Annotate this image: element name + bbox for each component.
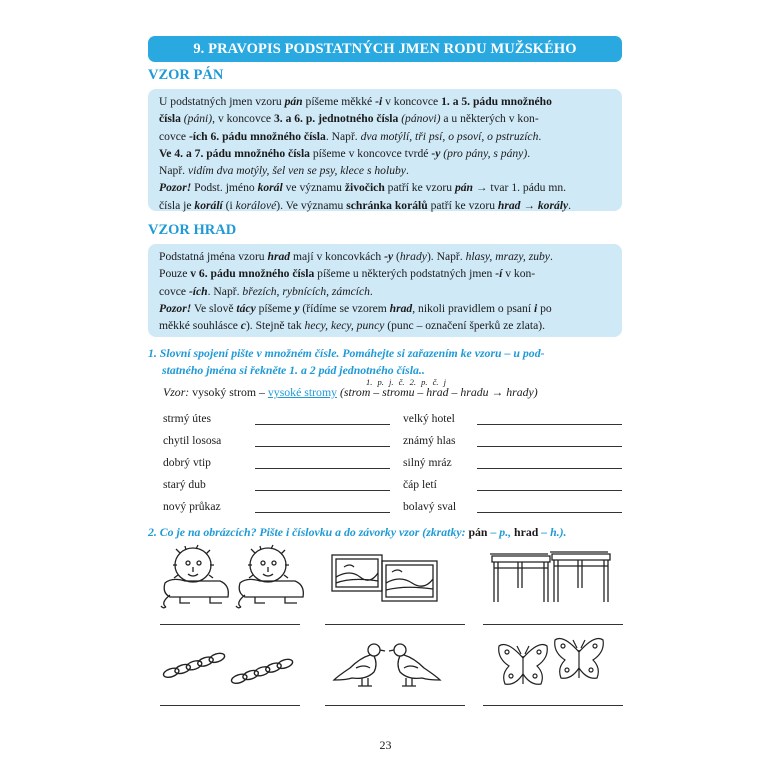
example-answer: vysoké stromy — [267, 385, 338, 399]
phrase-left-4: starý dub — [163, 478, 206, 491]
picture-answer-line-3[interactable] — [483, 624, 623, 625]
rule-line: Pozor! Podst. jméno korál ve významu živočich patří ke vzoru pán → tvar 1. pádu mn. — [159, 181, 567, 195]
two-chains-icon — [160, 640, 305, 690]
two-lions-icon — [160, 545, 305, 610]
section-heading-pan: VZOR PÁN — [148, 67, 224, 83]
two-tables-icon — [488, 548, 613, 604]
two-pigeons-icon — [330, 638, 445, 693]
phrase-right-5: bolavý sval — [403, 500, 457, 513]
rule-box-pan — [148, 89, 622, 211]
answer-line-right-4[interactable] — [477, 490, 622, 491]
answer-line-left-5[interactable] — [255, 512, 390, 513]
answer-line-left-4[interactable] — [255, 490, 390, 491]
phrase-right-1: velký hotel — [403, 412, 455, 425]
picture-answer-line-6[interactable] — [483, 705, 623, 706]
two-paintings-icon — [330, 547, 445, 605]
answer-line-right-3[interactable] — [477, 468, 622, 469]
phrase-right-4: čáp letí — [403, 478, 437, 491]
rule-line: Např. vidím dva motýly, šel ven se psy, klece s holuby. — [159, 164, 409, 178]
rule-line: covce -ích. Např. březích, rybnících, zámcích. — [159, 284, 373, 298]
picture-answer-line-5[interactable] — [325, 705, 465, 706]
rule-line: čísla je korálí (i korálové). Ve významu schránka korálů patří ke vzoru hrad → korály. — [159, 198, 572, 212]
task-1-example: Vzor: vysoký strom – vysoké stromy (strom – stromu – hrad – hradu → hrady) — [163, 385, 538, 399]
page-number: 23 — [379, 738, 392, 752]
task-2-instructions: 2. Co je na obrázcích? Pište i číslovku a do závorky vzor (zkratky: pán – p., hrad – h.). — [148, 525, 567, 539]
example-case-note: 1. p. j. č. 2. p. č. j — [366, 377, 447, 387]
picture-answer-line-1[interactable] — [160, 624, 300, 625]
rule-line: Pouze v 6. pádu množného čísla píšeme u některých podstatných jmen -í v kon- — [159, 267, 536, 281]
picture-answer-line-2[interactable] — [325, 624, 465, 625]
rule-line: U podstatných jmen vzoru pán píšeme měkké -i v koncovce 1. a 5. pádu množného — [159, 95, 552, 108]
rule-line: Ve 4. a 7. pádu množného čísla píšeme v koncovce tvrdé -y (pro pány, s pány). — [159, 146, 531, 160]
picture-answer-line-4[interactable] — [160, 705, 300, 706]
phrase-right-2: známý hlas — [403, 434, 456, 447]
rule-line: čísla (páni), v koncovce 3. a 6. p. jednotného čísla (pánovi) a u některých v kon- — [159, 112, 539, 126]
phrase-right-3: silný mráz — [403, 456, 452, 469]
answer-line-left-1[interactable] — [255, 424, 390, 425]
task-1-instructions: 1. Slovní spojení pište v množném čísle. Pomáhejte si zařazením ke vzoru – u pod- statného jména si řekněte 1. a 2 pád jednotného čísla.. — [148, 346, 545, 377]
rule-line: Podstatná jména vzoru hrad mají v koncovkách -y (hrady). Např. hlasy, mrazy, zuby. — [159, 250, 553, 263]
rule-line: Pozor! Ve slově tácy píšeme y (řídíme se vzorem hrad, nikoli pravidlem o psaní i po — [159, 301, 552, 315]
phrase-left-3: dobrý vtip — [163, 456, 211, 469]
phrase-left-1: strmý útes — [163, 412, 211, 425]
rule-line: měkké souhlásce c). Stejně tak hecy, kecy, puncy (punc – označení šperků ze zlata). — [159, 319, 545, 333]
answer-line-left-3[interactable] — [255, 468, 390, 469]
section-heading-hrad: VZOR HRAD — [148, 222, 237, 238]
rule-box-hrad — [148, 244, 622, 337]
answer-line-right-1[interactable] — [477, 424, 622, 425]
rule-line: covce -ích 6. pádu množného čísla. Např. dva motýlí, tři psí, o psoví, o pstruzích. — [159, 129, 542, 143]
answer-line-right-5[interactable] — [477, 512, 622, 513]
phrase-left-5: nový průkaz — [163, 500, 221, 513]
answer-line-left-2[interactable] — [255, 446, 390, 447]
page-title: 9. PRAVOPIS PODSTATNÝCH JMEN RODU MUŽSKÉHO — [148, 36, 622, 62]
answer-line-right-2[interactable] — [477, 446, 622, 447]
phrase-left-2: chytil lososa — [163, 434, 222, 447]
two-butterflies-icon — [495, 632, 610, 690]
